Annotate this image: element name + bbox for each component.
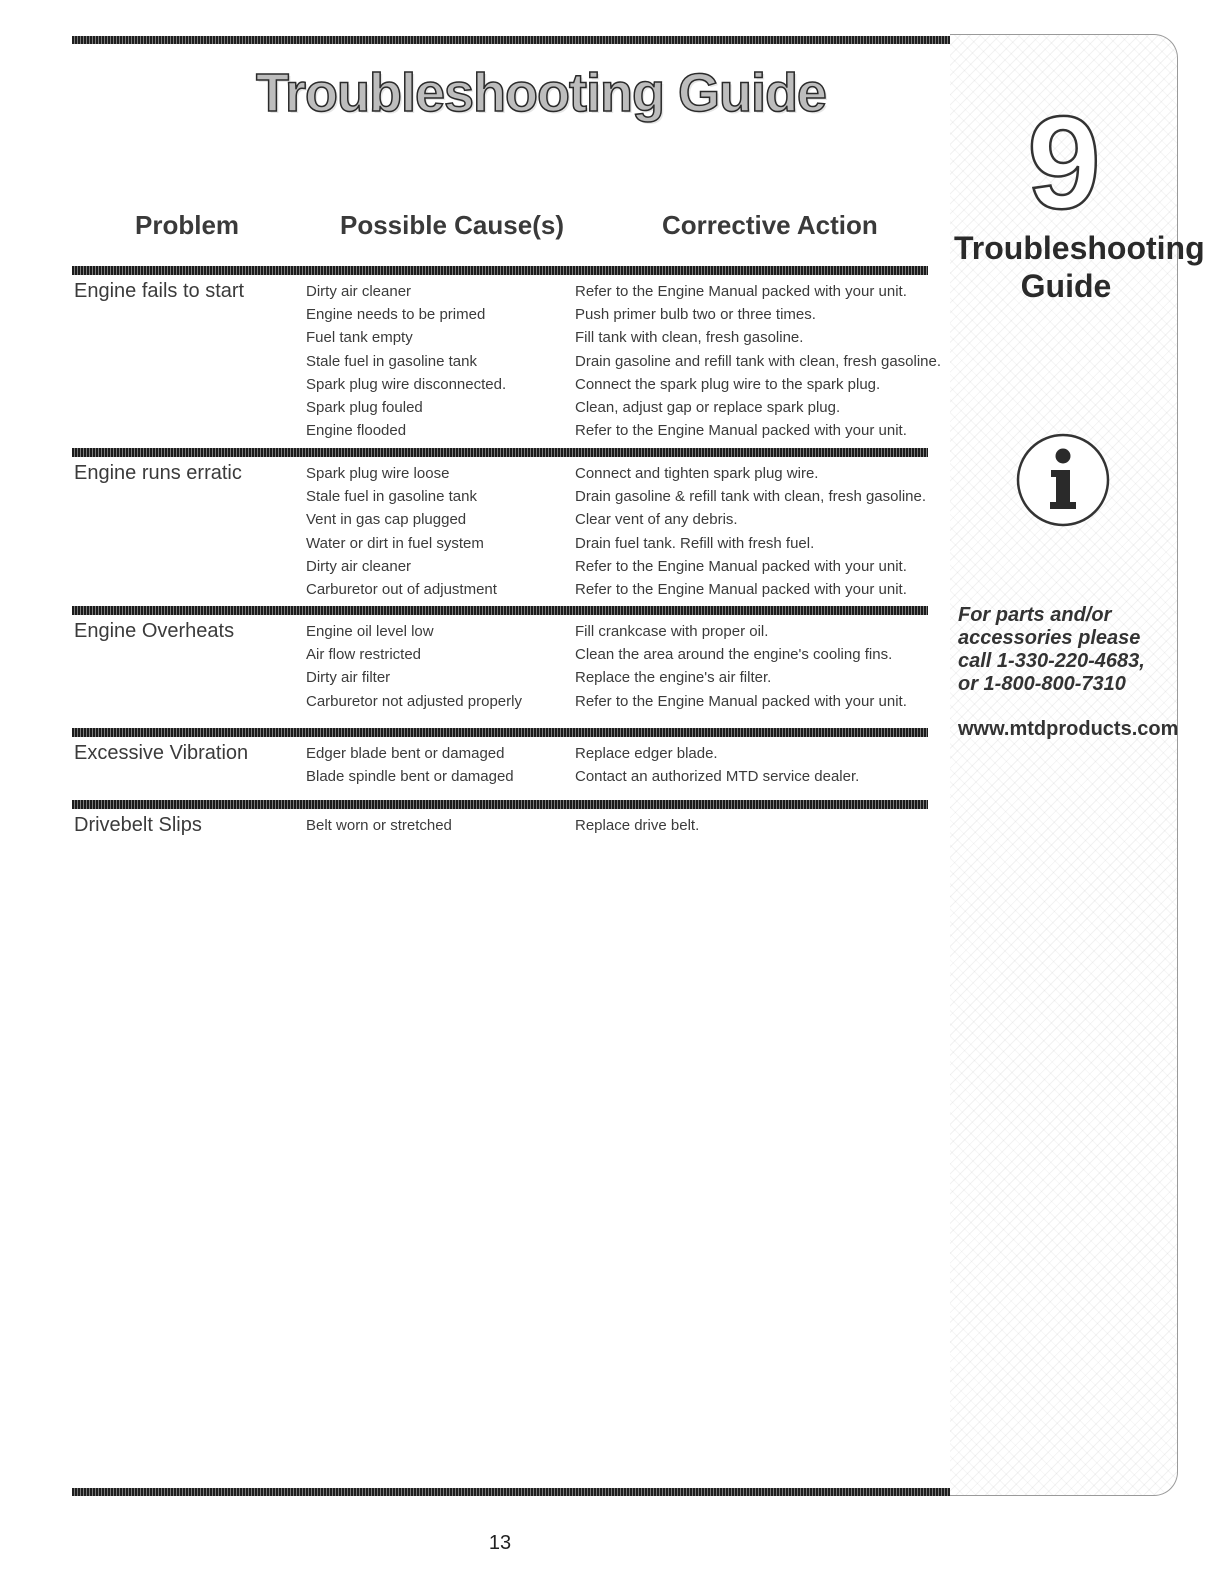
- cause-item: Stale fuel in gasoline tank: [306, 488, 477, 506]
- action-item: Drain gasoline and refill tank with clean, fresh gasoline.: [575, 352, 942, 370]
- causes-cell: [306, 742, 514, 788]
- cause-item: Water or dirt in fuel system: [306, 534, 484, 552]
- contact-line: For parts and/or: [958, 604, 1112, 626]
- action-item: Clear vent of any debris.: [575, 511, 738, 529]
- info-icon: [1013, 430, 1113, 530]
- cause-item: Dirty air filter: [306, 669, 391, 687]
- action-item: Fill tank with clean, fresh gasoline.: [575, 329, 804, 347]
- top-rule: [72, 36, 950, 44]
- action-item: Refer to the Engine Manual packed with your unit.: [575, 283, 907, 300]
- action-item: Replace drive belt.: [575, 817, 700, 834]
- chapter-tab-title: [954, 229, 1205, 305]
- action-item: Connect and tighten spark plug wire.: [575, 465, 819, 482]
- contact-line: call 1-330-220-4683,: [958, 650, 1145, 672]
- causes-cell: [306, 814, 452, 837]
- actions-cell: [575, 620, 907, 713]
- cause-item: Edger blade bent or damaged: [306, 745, 505, 762]
- cause-item: Carburetor not adjusted properly: [306, 692, 522, 710]
- cause-item: Carburetor out of adjustment: [306, 581, 497, 599]
- problem-cell: Engine Overheats: [74, 620, 235, 642]
- actions-cell: [575, 462, 926, 601]
- action-item: Push primer bulb two or three times.: [575, 306, 816, 324]
- row-separator: [72, 800, 928, 809]
- cause-item: Spark plug fouled: [306, 399, 423, 417]
- row-separator: [72, 448, 928, 457]
- table-row: [72, 266, 942, 440]
- action-item: Clean the area around the engine's cooling fins.: [575, 646, 893, 664]
- problem-cell: Engine fails to start: [74, 280, 245, 302]
- problem-cell: Engine runs erratic: [74, 462, 242, 484]
- cause-item: Engine needs to be primed: [306, 306, 486, 324]
- problem-cell: Drivebelt Slips: [74, 814, 202, 836]
- cause-item: Vent in gas cap plugged: [306, 511, 467, 529]
- causes-cell: [306, 280, 506, 442]
- cause-item: Dirty air cleaner: [306, 557, 412, 575]
- row-separator: [72, 606, 928, 615]
- chapter-tab-title-line1: Troubleshooting: [954, 230, 1205, 266]
- column-header-problem: Problem: [135, 210, 240, 240]
- action-item: Drain fuel tank. Refill with fresh fuel.: [575, 534, 815, 552]
- chapter-number: 9: [1027, 89, 1101, 236]
- contact-info: [958, 604, 1170, 696]
- contact-line: accessories please: [958, 627, 1141, 649]
- cause-item: Spark plug wire loose: [306, 465, 450, 482]
- table-row: [72, 800, 928, 836]
- action-item: Refer to the Engine Manual packed with your unit.: [575, 692, 907, 710]
- action-item: Replace the engine's air filter.: [575, 669, 772, 687]
- cause-item: Dirty air cleaner: [306, 283, 412, 300]
- bottom-rule: [72, 1488, 950, 1496]
- action-item: Refer to the Engine Manual packed with your unit.: [575, 581, 907, 599]
- chapter-tab-title-line2: Guide: [1020, 268, 1112, 304]
- cause-item: Air flow restricted: [306, 646, 422, 664]
- table-row: [72, 606, 928, 710]
- actions-cell: [575, 814, 699, 837]
- action-item: Refer to the Engine Manual packed with your unit.: [575, 422, 907, 440]
- contact-line: or 1-800-800-7310: [958, 673, 1126, 695]
- action-item: Connect the spark plug wire to the spark plug.: [575, 375, 881, 393]
- cause-item: Stale fuel in gasoline tank: [306, 352, 477, 370]
- actions-cell: [575, 742, 859, 788]
- chapter-tab: [950, 34, 1205, 1496]
- page-title: Troubleshooting Guide: [256, 63, 826, 123]
- causes-cell: [306, 620, 522, 713]
- cause-item: Engine oil level low: [306, 623, 434, 640]
- column-header-action: Corrective Action: [662, 210, 878, 240]
- causes-cell: [306, 462, 497, 601]
- cause-item: Spark plug wire disconnected.: [306, 375, 507, 393]
- action-item: Replace edger blade.: [575, 745, 718, 762]
- action-item: Drain gasoline & refill tank with clean, fresh gasoline.: [575, 488, 927, 506]
- website-link[interactable]: www.mtdproducts.com: [958, 718, 1179, 740]
- cause-item: Belt worn or stretched: [306, 817, 452, 834]
- action-item: Refer to the Engine Manual packed with your unit.: [575, 557, 907, 575]
- table-row: [72, 448, 928, 599]
- problem-cell: Excessive Vibration: [74, 742, 249, 764]
- row-separator: [72, 728, 928, 737]
- action-item: Contact an authorized MTD service dealer.: [575, 768, 860, 786]
- cause-item: Engine flooded: [306, 422, 407, 440]
- action-item: Fill crankcase with proper oil.: [575, 623, 769, 640]
- action-item: Clean, adjust gap or replace spark plug.: [575, 399, 841, 417]
- column-header-cause: Possible Cause(s): [340, 210, 564, 240]
- actions-cell: [575, 280, 941, 442]
- cause-item: Blade spindle bent or damaged: [306, 768, 514, 786]
- table-row: [72, 728, 928, 786]
- row-separator: [72, 266, 928, 275]
- page-number: 13: [488, 1532, 512, 1554]
- cause-item: Fuel tank empty: [306, 329, 413, 347]
